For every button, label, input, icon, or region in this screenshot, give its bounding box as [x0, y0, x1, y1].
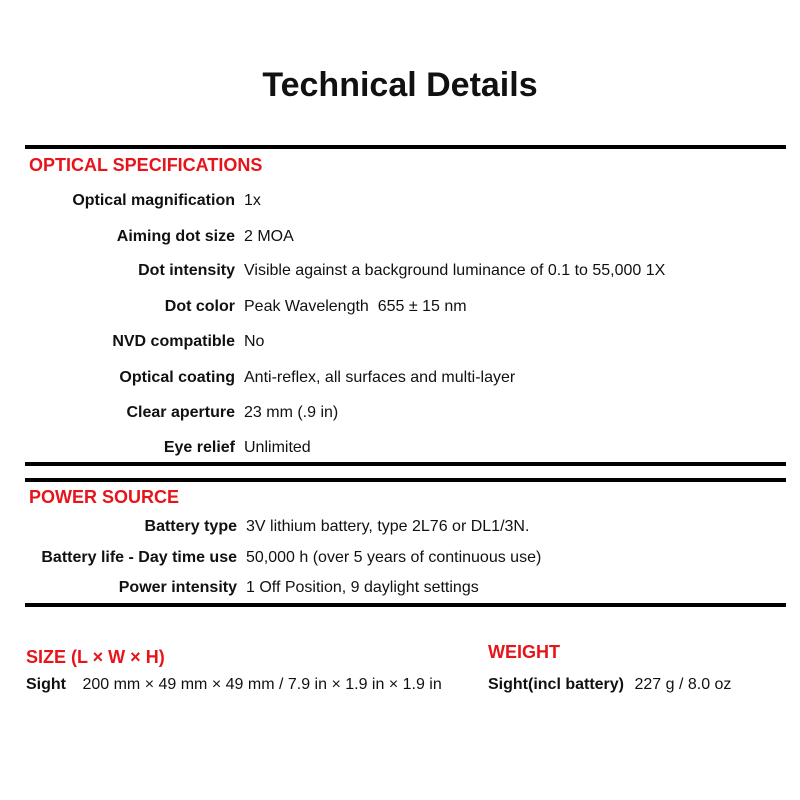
spec-value: 1x — [244, 192, 261, 209]
divider-top — [25, 145, 786, 149]
divider-optical-end — [25, 462, 786, 466]
spec-row-dot-color — [25, 298, 786, 322]
weight-value: 227 g / 8.0 oz — [634, 676, 732, 693]
page-title: Technical Details — [262, 66, 538, 104]
spec-value: 2 MOA — [244, 228, 294, 245]
weight-heading: WEIGHT — [488, 642, 560, 662]
spec-row-battery-life — [25, 549, 786, 573]
spec-label: Clear aperture — [126, 404, 235, 421]
spec-row-battery-type — [25, 518, 786, 542]
spec-row-eye-relief — [25, 439, 786, 463]
power-source-heading: POWER SOURCE — [29, 487, 180, 507]
spec-value: No — [244, 333, 265, 350]
spec-label: Eye relief — [163, 439, 235, 456]
spec-value: Unlimited — [244, 439, 311, 456]
spec-value: 50,000 h (over 5 years of continuous use) — [246, 549, 542, 566]
spec-label: Aiming dot size — [116, 228, 235, 245]
spec-row-aiming-dot-size — [25, 228, 786, 252]
spec-value: Visible against a background luminance of 0.1 to 55,000 1X — [244, 262, 666, 279]
spec-value: 1 Off Position, 9 daylight settings — [246, 579, 479, 596]
divider-power-end — [25, 603, 786, 607]
spec-row-power-intensity — [25, 579, 786, 603]
spec-label: Battery life - Day time use — [41, 549, 237, 566]
spec-label: Dot color — [164, 298, 235, 315]
weight-line — [488, 676, 731, 694]
spec-value: Anti-reflex, all surfaces and multi-layer — [244, 369, 516, 386]
spec-label: Optical magnification — [72, 192, 235, 209]
size-label: Sight — [26, 676, 66, 693]
spec-label: NVD compatible — [112, 333, 235, 350]
spec-value: 3V lithium battery, type 2L76 or DL1/3N. — [246, 518, 530, 535]
divider-power-start — [25, 478, 786, 482]
spec-label: Dot intensity — [138, 262, 235, 279]
spec-row-optical-coating — [25, 369, 786, 393]
size-heading: SIZE (L × W × H) — [26, 647, 165, 667]
weight-label: Sight(incl battery) — [488, 676, 625, 693]
spec-row-clear-aperture — [25, 404, 786, 428]
spec-label: Optical coating — [119, 369, 235, 386]
spec-value: Peak Wavelength 655 ± 15 nm — [244, 298, 467, 315]
spec-row-optical-magnification — [25, 192, 786, 216]
spec-value: 23 mm (.9 in) — [244, 404, 339, 421]
spec-label: Power intensity — [118, 579, 237, 596]
size-value: 200 mm × 49 mm × 49 mm / 7.9 in × 1.9 in × 1.9 in — [82, 676, 442, 693]
optical-specifications-heading: OPTICAL SPECIFICATIONS — [29, 155, 263, 175]
spec-row-dot-intensity — [25, 262, 786, 286]
spec-row-nvd-compatible — [25, 333, 786, 357]
size-line — [26, 676, 442, 694]
spec-label: Battery type — [144, 518, 237, 535]
